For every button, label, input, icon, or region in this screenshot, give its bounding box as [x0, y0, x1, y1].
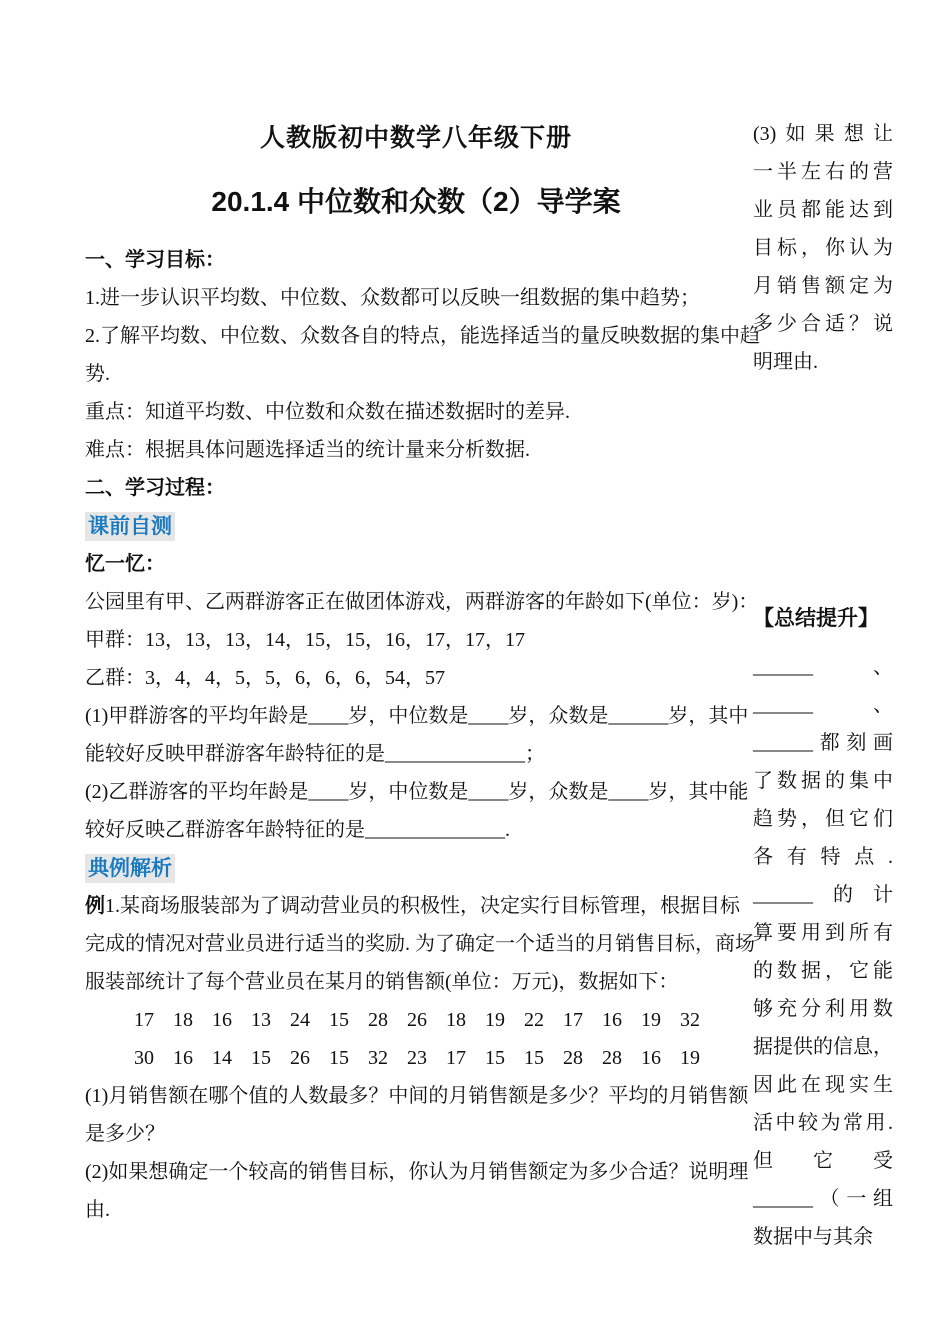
summary-line: ______（一组	[753, 1188, 893, 1210]
summary-line: 了数据的集中	[753, 770, 893, 792]
example-1-text: 1.某商场服装部为了调动营业员的积极性，决定实行目标管理，根据目标	[105, 895, 740, 917]
question-3-line: 业员都能达到	[753, 199, 893, 221]
goals-heading: 一、学习目标：	[85, 249, 225, 271]
summary-line: 算要用到所有	[753, 922, 893, 944]
question-3-line: 明理由.	[753, 351, 818, 373]
question-2-line-2: 较好反映乙群游客年龄特征的是______________.	[85, 819, 510, 841]
question-1-line-1: (1)甲群游客的平均年龄是____岁，中位数是____岁，众数是______岁，其中	[85, 705, 749, 727]
goal-2-line-2: 势.	[85, 363, 110, 385]
summary-line: ______、	[753, 656, 893, 678]
example-chip-line	[85, 849, 747, 887]
sales-data-row-1: 17 18 16 13 24 15 28 26 18 19 22 17 16 19 32	[134, 1009, 700, 1031]
recall-intro: 公园里有甲、乙两群游客正在做团体游戏，两群游客的年龄如下(单位：岁)：	[85, 591, 759, 613]
question-3-line: (3)如果想让	[753, 123, 893, 145]
summary-line: 的数据，它能	[753, 960, 893, 982]
example-1-line-1	[85, 887, 747, 925]
main-body	[85, 241, 760, 1229]
summary-heading: 【总结提升】	[753, 607, 879, 630]
example-label: 典例解析	[85, 854, 175, 883]
question-1-line-2: 能较好反映甲群游客年龄特征的是______________；	[85, 743, 545, 765]
difficult-point: 难点：根据具体问题选择适当的统计量来分析数据.	[85, 439, 530, 461]
example-question-b-line-1: (2)如果想确定一个较高的销售目标，你认为月销售额定为多少合适？说明理	[85, 1161, 749, 1183]
question-3-line: 目标，你认为	[753, 237, 893, 259]
question-3-line: 月销售额定为	[753, 275, 893, 297]
group-b-data: 乙群：3，4，4，5，5，6，6，6，54，57	[85, 667, 445, 689]
goal-1: 1.进一步认识平均数、中位数、众数都可以反映一组数据的集中趋势；	[85, 287, 700, 309]
doc-title: 人教版初中数学八年级下册	[259, 124, 572, 152]
summary-line: 据提供的信息，	[753, 1036, 893, 1058]
question-3-line: 一半左右的营	[753, 161, 893, 183]
main-column	[85, 122, 760, 1229]
example-question-a-line-2: 是多少？	[85, 1123, 165, 1145]
summary-line: 各有特点.	[753, 846, 893, 868]
summary-line: 够充分利用数	[753, 998, 893, 1020]
summary-line: 活中较为常用.	[753, 1112, 893, 1134]
summary-line: ______都刻画	[753, 732, 893, 754]
summary-line: 因此在现实生	[753, 1074, 893, 1096]
process-heading: 二、学习过程：	[85, 477, 225, 499]
sales-data-row-2: 30 16 14 15 26 15 32 23 17 15 15 28 28 16 19	[134, 1047, 700, 1069]
doc-subtitle: 20.1.4 中位数和众数（2）导学案	[211, 186, 621, 217]
summary-line: 趋势，但它们	[753, 808, 893, 830]
goal-2-line-1: 2.了解平均数、中位数、众数各自的特点，能选择适当的量反映数据的集中趋	[85, 325, 760, 347]
pretest-label: 课前自测	[85, 512, 175, 541]
pretest-chip-line	[85, 507, 747, 545]
summary-line: ______、	[753, 694, 893, 716]
example-question-a-line-1: (1)月销售额在哪个值的人数最多？中间的月销售额是多少？平均的月销售额	[85, 1085, 749, 1107]
key-point: 重点：知道平均数、中位数和众数在描述数据时的差异.	[85, 401, 570, 423]
summary-line: 数据中与其余	[753, 1226, 873, 1248]
summary-line: ______的计	[753, 884, 893, 906]
example-question-b-line-2: 由.	[85, 1199, 110, 1221]
question-3-line: 多少合适？说	[753, 313, 893, 335]
example-1-marker: 例	[85, 895, 105, 917]
group-a-data: 甲群：13，13，13，14，15，15，16，17，17，17	[85, 629, 525, 651]
side-column	[753, 115, 893, 1256]
summary-line: 但它受	[753, 1150, 893, 1172]
recall-heading: 忆一忆：	[85, 553, 165, 575]
question-2-line-1: (2)乙群游客的平均年龄是____岁，中位数是____岁，众数是____岁，其中能	[85, 781, 749, 803]
example-1-line-2: 完成的情况对营业员进行适当的奖励. 为了确定一个适当的月销售目标，商场	[85, 933, 755, 955]
example-1-line-3: 服装部统计了每个营业员在某月的销售额(单位：万元)，数据如下：	[85, 971, 679, 993]
